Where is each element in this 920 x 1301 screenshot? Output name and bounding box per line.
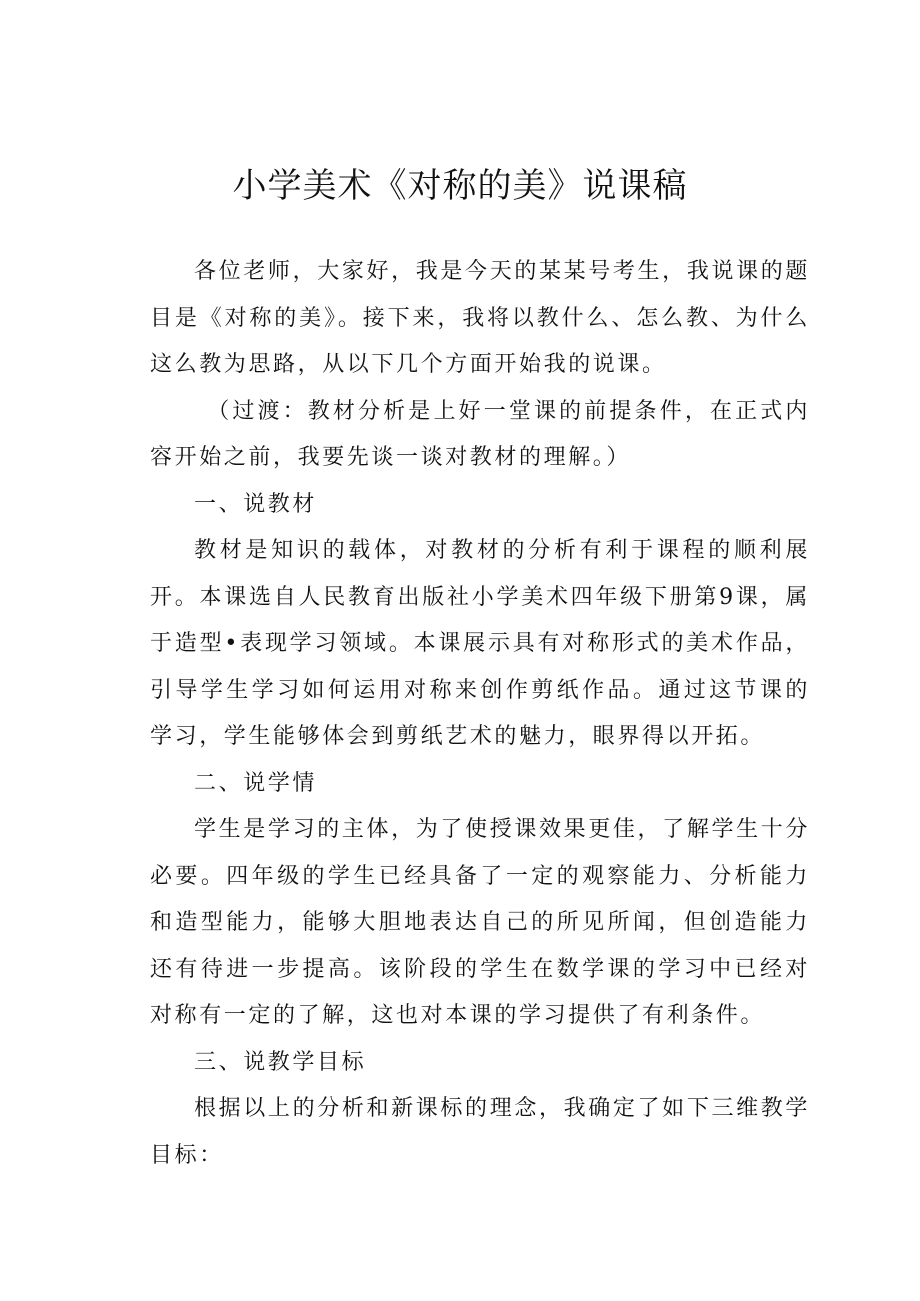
section-heading-objectives: 三、说教学目标 bbox=[194, 1049, 367, 1075]
objectives-paragraph: 根据以上的分析和新课标的理念，我确定了如下三维教学目标： bbox=[150, 1096, 810, 1168]
section-heading-students: 二、说学情 bbox=[194, 770, 318, 796]
textbook-paragraph: 教材是知识的载体，对教材的分析有利于课程的顺利展开。本课选自人民教育出版社小学美术四年级下册第9课，属于造型•表现学习领域。本课展示具有对称形式的美术作品，引导学生学习如何运用对称来创作剪纸作品。通过这节课的学习，学生能够体会到剪纸艺术的魅力，眼界得以开拓。 bbox=[150, 538, 810, 749]
section-heading-textbook: 一、说教材 bbox=[194, 491, 318, 517]
students-paragraph: 学生是学习的主体，为了使授课效果更佳，了解学生十分必要。四年级的学生已经具备了一定的观察能力、分析能力和造型能力，能够大胆地表达自己的所见所闻，但创造能力还有待进一步提高。该阶段的学生在数学课的学习中已经对对称有一定的了解，这也对本课的学习提供了有利条件。 bbox=[150, 817, 810, 1028]
document-body bbox=[150, 249, 810, 1179]
transition-paragraph: （过渡：教材分析是上好一堂课的前提条件，在正式内容开始之前，我要先谈一谈对教材的理解。） bbox=[150, 398, 810, 470]
intro-paragraph: 各位老师，大家好，我是今天的某某号考生，我说课的题目是《对称的美》。接下来，我将以教什么、怎么教、为什么这么教为思路，从以下几个方面开始我的说课。 bbox=[150, 259, 810, 377]
document-title: 小学美术《对称的美》说课稿 bbox=[232, 166, 688, 206]
